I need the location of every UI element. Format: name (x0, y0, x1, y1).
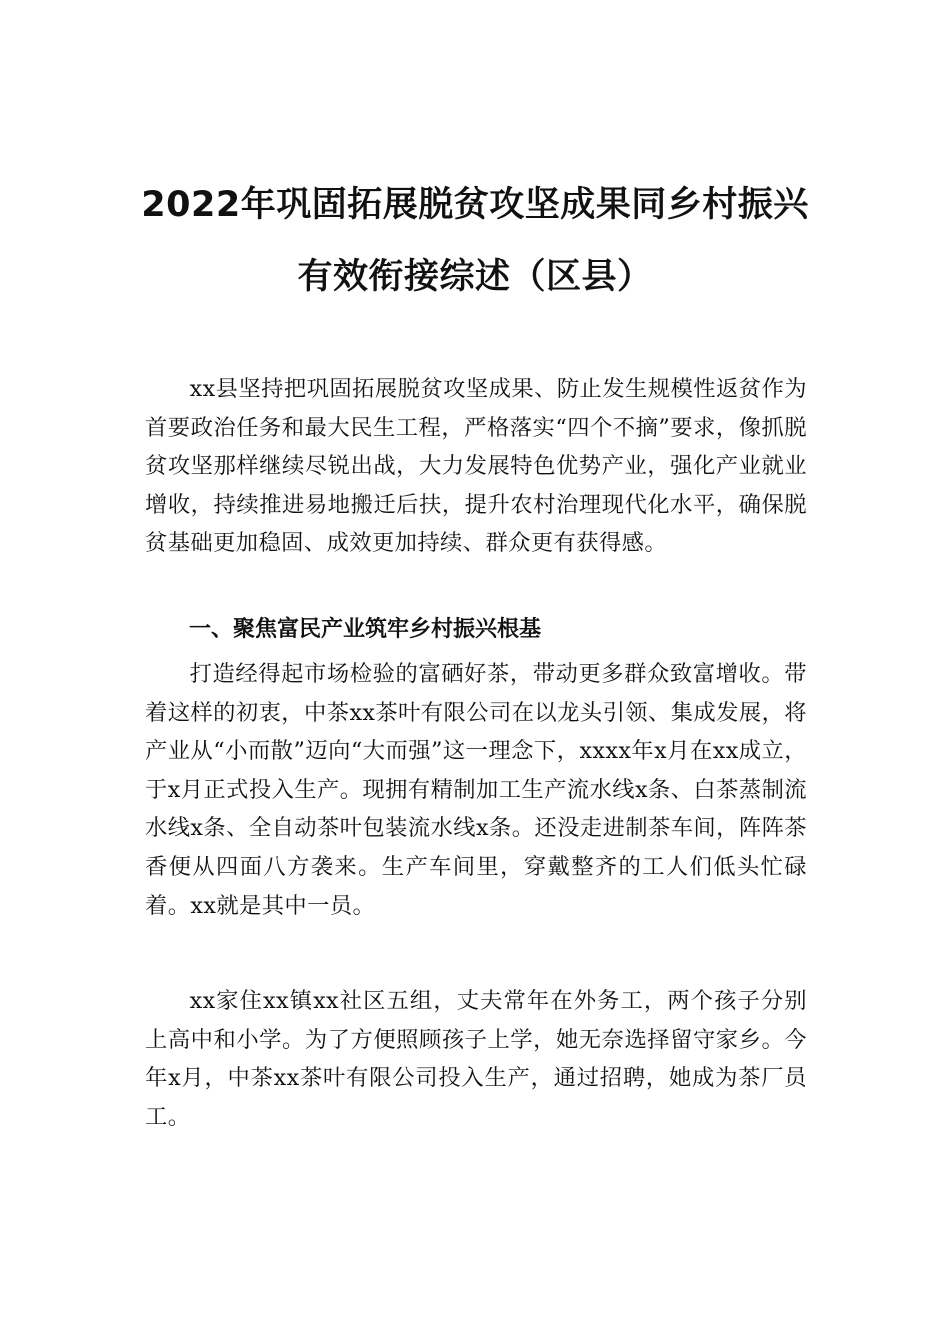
document-title-line-2: 有效衔接综述（区县） (297, 257, 653, 297)
intro-paragraph: xx县坚持把巩固拓展脱贫攻坚成果、防止发生规模性返贫作为首要政治任务和最大民生工程，严格落实“四个不摘”要求，像抓脱贫攻坚那样继续尽锐出战，大力发展特色优势产业，强化产业就业增收，持续推进易地搬迁后扶，提升农村治理现代化水平，确保脱贫基础更加稳固、成效更加持续、群众更有获得感。 (145, 376, 807, 557)
body-paragraph-tea-company: 打造经得起市场检验的富硒好茶，带动更多群众致富增收。带着这样的初衷，中茶xx茶叶有限公司在以龙头引领、集成发展，将产业从“小而散”迈向“大而强”这一理念下，xxxx年x月在xx成立，于x月正式投入生产。现拥有精制加工生产流水线x条、白茶蒸制流水线x条、全自动茶叶包装流水线x条。还没走进制茶车间，阵阵茶香便从四面八方袭来。生产车间里，穿戴整齐的工人们低头忙碌着。xx就是其中一员。 (145, 661, 807, 919)
body-paragraph-worker-story: xx家住xx镇xx社区五组，丈夫常年在外务工，两个孩子分别上高中和小学。为了方便照顾孩子上学，她无奈选择留守家乡。今年x月，中茶xx茶叶有限公司投入生产，通过招聘，她成为茶厂员工。 (145, 988, 807, 1130)
document-title-line-1: 2022年巩固拓展脱贫攻坚成果同乡村振兴 (141, 185, 809, 225)
section-heading: 一、聚焦富民产业筑牢乡村振兴根基 (189, 617, 542, 642)
